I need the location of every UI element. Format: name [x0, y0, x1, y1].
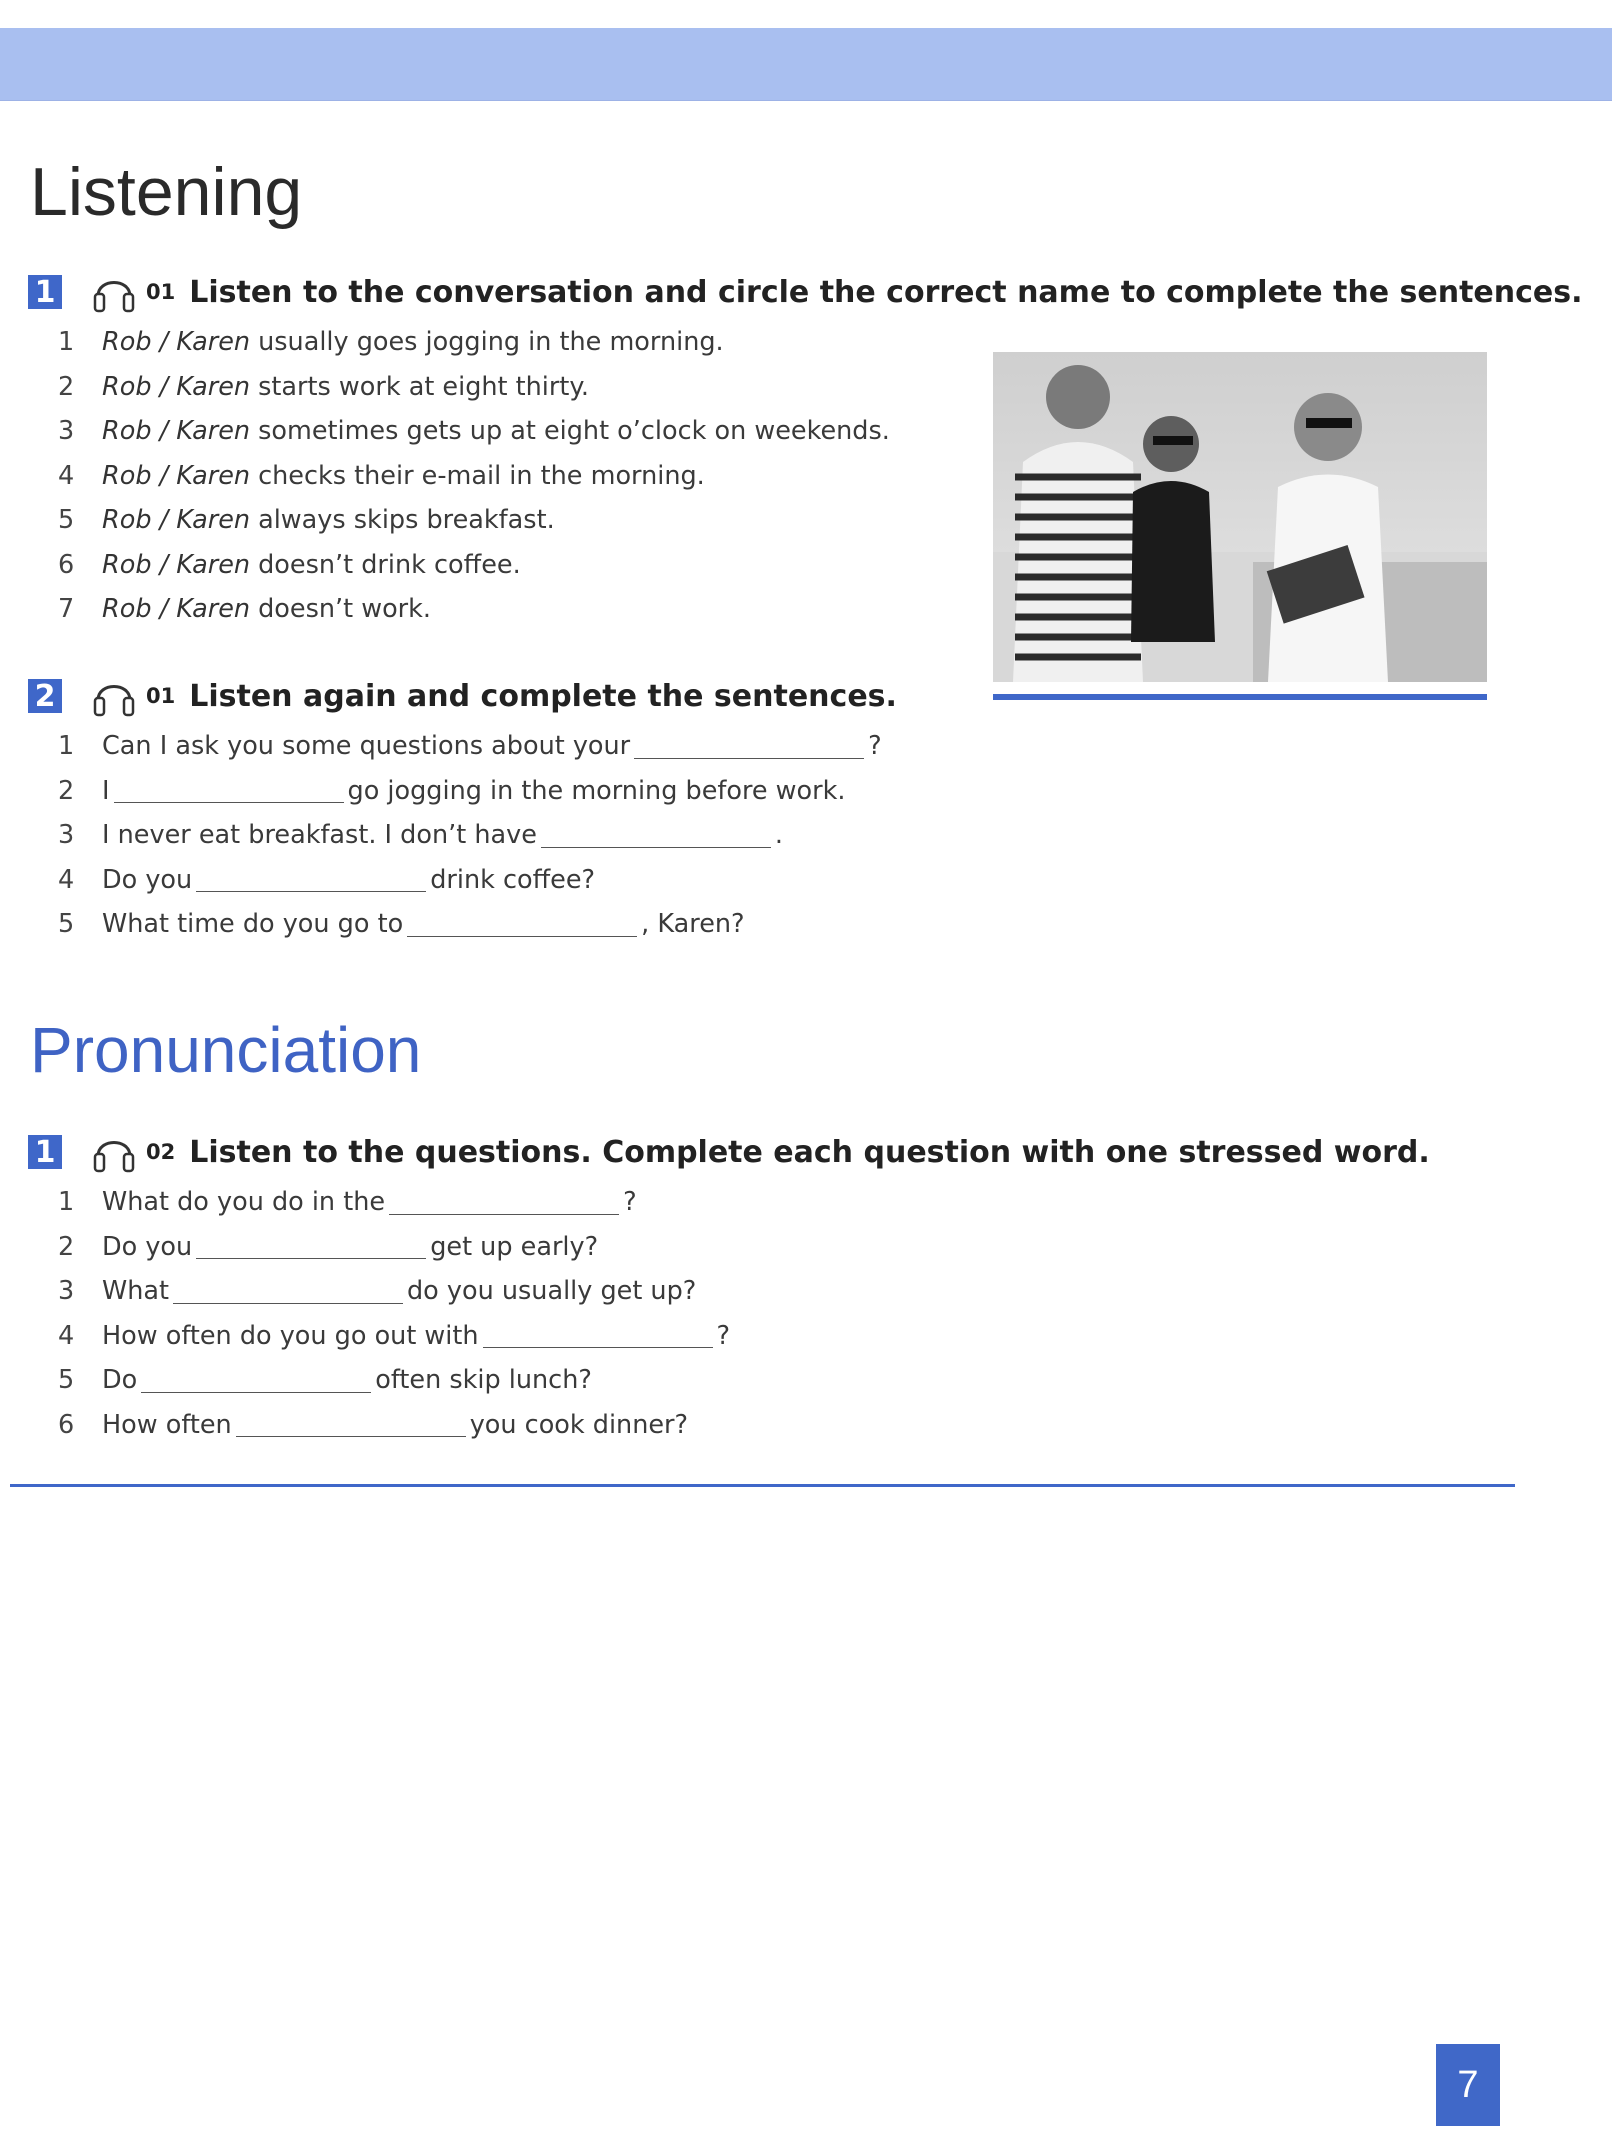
list-item — [58, 769, 882, 814]
name-choice[interactable]: Rob / Karen — [102, 460, 251, 491]
answer-blank[interactable] — [141, 1368, 371, 1393]
item-number: 4 — [58, 864, 75, 895]
item-text: ? — [868, 731, 882, 762]
list-item — [58, 813, 882, 858]
exercise-instruction: Listen to the conversation and circle the correct name to complete the sentences. — [189, 274, 1583, 310]
item-text: doesn’t drink coffee. — [258, 549, 521, 580]
item-number: 3 — [58, 1276, 75, 1307]
pronunciation-exercise-1-header — [28, 1128, 1430, 1176]
header-band — [0, 28, 1612, 101]
item-text: you cook dinner? — [469, 1409, 689, 1440]
item-text: starts work at eight thirty. — [258, 371, 589, 402]
item-number: 2 — [58, 1231, 75, 1262]
exercise-instruction: Listen to the questions. Complete each question with one stressed word. — [189, 1134, 1430, 1170]
list-item — [58, 1225, 730, 1270]
item-text: drink coffee? — [430, 864, 596, 895]
listening-exercise-1-list — [58, 320, 890, 632]
list-item — [58, 902, 882, 947]
item-text: What do you do in the — [102, 1187, 386, 1218]
item-number: 2 — [58, 371, 75, 402]
list-item — [58, 724, 882, 769]
answer-blank[interactable] — [407, 912, 637, 937]
students-photo — [993, 352, 1487, 682]
track-number: 01 — [146, 280, 176, 304]
item-text: sometimes gets up at eight o’clock on weekends. — [258, 416, 890, 447]
answer-blank[interactable] — [196, 1234, 426, 1259]
list-item — [58, 1180, 730, 1225]
item-number: 5 — [58, 909, 75, 940]
list-item — [58, 1314, 730, 1359]
item-text: Do you — [102, 864, 193, 895]
item-number: 6 — [58, 549, 75, 580]
list-item — [58, 365, 890, 410]
item-text: I never eat breakfast. I don’t have — [102, 820, 537, 851]
item-text: . — [774, 820, 784, 851]
item-text: always skips breakfast. — [258, 505, 555, 536]
headphones-icon[interactable] — [92, 1128, 136, 1176]
item-text: go jogging in the morning before work. — [347, 775, 846, 806]
item-number: 6 — [58, 1409, 75, 1440]
list-item — [58, 409, 890, 454]
item-number: 3 — [58, 416, 75, 447]
item-text: I — [102, 775, 110, 806]
item-number: 2 — [58, 775, 75, 806]
item-text: Can I ask you some questions about your — [102, 731, 631, 762]
answer-blank[interactable] — [196, 867, 426, 892]
item-text: usually goes jogging in the morning. — [258, 327, 724, 358]
item-text: Do — [102, 1365, 138, 1396]
listening-exercise-2-list — [58, 724, 882, 947]
item-number: 4 — [58, 460, 75, 491]
pronunciation-exercise-1-list — [58, 1180, 730, 1447]
item-number: 4 — [58, 1320, 75, 1351]
name-choice[interactable]: Rob / Karen — [102, 416, 251, 447]
exercise-number-badge: 1 — [28, 1135, 62, 1169]
item-text: What time do you go to — [102, 909, 404, 940]
list-item — [58, 1403, 730, 1448]
list-item — [58, 1269, 730, 1314]
list-item — [58, 320, 890, 365]
name-choice[interactable]: Rob / Karen — [102, 327, 251, 358]
item-text: How often do you go out with — [102, 1320, 479, 1351]
exercise-number-badge: 1 — [28, 275, 62, 309]
item-text: How often — [102, 1409, 232, 1440]
list-item — [58, 858, 882, 903]
list-item — [58, 543, 890, 588]
item-text: ? — [716, 1320, 731, 1351]
item-text: get up early? — [430, 1231, 599, 1262]
item-text: , Karen? — [641, 909, 745, 940]
answer-blank[interactable] — [634, 734, 864, 759]
headphones-icon[interactable] — [92, 268, 136, 316]
answer-blank[interactable] — [389, 1190, 619, 1215]
list-item — [58, 587, 890, 632]
photo-underline — [993, 694, 1487, 700]
exercise-instruction: Listen again and complete the sentences. — [189, 678, 897, 714]
list-item — [58, 1358, 730, 1403]
item-text: do you usually get up? — [407, 1276, 697, 1307]
item-text: What — [102, 1276, 169, 1307]
item-number: 7 — [58, 594, 75, 625]
listening-title: Listening — [30, 154, 303, 230]
item-number: 1 — [58, 1187, 75, 1218]
item-text: ? — [623, 1187, 637, 1218]
section-divider — [10, 1484, 1515, 1487]
answer-blank[interactable] — [173, 1279, 403, 1304]
answer-blank[interactable] — [483, 1323, 713, 1348]
track-number: 02 — [146, 1140, 176, 1164]
item-text: often skip lunch? — [375, 1365, 592, 1396]
name-choice[interactable]: Rob / Karen — [102, 594, 251, 625]
exercise-number-badge: 2 — [28, 679, 62, 713]
item-number: 5 — [58, 505, 75, 536]
item-text: doesn’t work. — [258, 594, 432, 625]
headphones-icon[interactable] — [92, 672, 136, 720]
answer-blank[interactable] — [541, 823, 771, 848]
page-number: 7 — [1436, 2044, 1500, 2126]
track-number: 01 — [146, 684, 176, 708]
list-item — [58, 498, 890, 543]
pronunciation-title: Pronunciation — [30, 1014, 422, 1086]
answer-blank[interactable] — [114, 778, 344, 803]
item-text: checks their e-mail in the morning. — [258, 460, 705, 491]
item-number: 1 — [58, 327, 75, 358]
item-number: 1 — [58, 731, 75, 762]
listening-exercise-1-header — [28, 268, 1583, 316]
name-choice[interactable]: Rob / Karen — [102, 371, 251, 402]
item-number: 3 — [58, 820, 75, 851]
list-item — [58, 454, 890, 499]
name-choice[interactable]: Rob / Karen — [102, 549, 251, 580]
listening-exercise-2-header — [28, 672, 897, 720]
item-number: 5 — [58, 1365, 75, 1396]
item-text: Do you — [102, 1231, 193, 1262]
name-choice[interactable]: Rob / Karen — [102, 505, 251, 536]
answer-blank[interactable] — [236, 1412, 466, 1437]
